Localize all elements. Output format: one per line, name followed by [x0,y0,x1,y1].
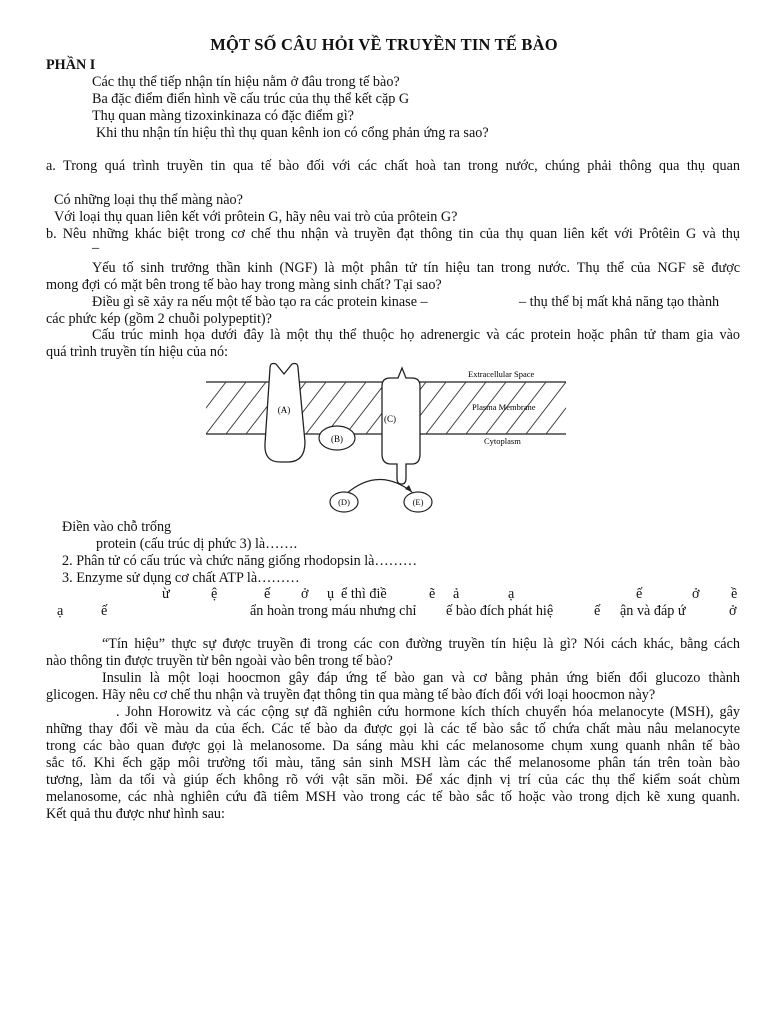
insulin-line-2: glicogen. Hãy nêu cơ chế thu nhận và truyền đạt thông tin qua màng tế bào đích đối với loại hoocmon này? [46,687,656,703]
kinase-line-1b: – thụ thể bị mất khả năng tạo thành [519,294,720,310]
garbled-fragment: ạ [508,586,515,602]
garbled-fragment: ả [453,586,460,602]
msh-line-2: những thay đổi về màu da của ếch. Các tế bào da được gọi là các tế bào sắc tố chứa chất màu nâu melanocyte [46,721,740,737]
garbled-fragment: ế [101,603,108,619]
insulin-line-1: Insulin là một loại hoocmon gây đáp ứng tế bào gan và cơ bằng phản ứng biến đổi glucozo thành [102,670,740,686]
kinase-line-1a: Điều gì sẽ xảy ra nếu một tế bào tạo ra các protein kinase – [92,294,428,310]
garbled-fragment: ể thì điề [341,586,387,602]
question-b-dash: – [92,240,100,256]
part1-question-3: Thụ quan màng tizoxinkinaza có đặc điểm gì? [92,108,354,124]
part1-question-4: Khi thu nhận tín hiệu thì thụ quan kênh ion có cổng phản ứng ra sao? [96,125,489,141]
structure-line-2: quá trình truyền tín hiệu của nó: [46,344,229,360]
garbled-fragment: ế [594,603,601,619]
fill-blank-2: 2. Phân tử có cấu trúc và chức năng giống rhodopsin là……… [62,553,418,569]
garbled-fragment: ệ [211,586,218,602]
msh-line-4: sắc tố. Khi ếch gặp môi trường tối màu, tăng sản sinh MSH làm các thể melanosome phân tán trên toàn bào [46,755,740,771]
structure-line-1: Cấu trúc minh họa dưới đây là một thụ thể thuộc họ adrenergic và các protein hoặc phân tử tham gia vào [92,327,740,343]
garbled-fragment: ẩn hoàn trong máu nhưng chỉ [250,603,417,619]
molecule-d-label: (D) [338,497,350,507]
msh-line-1: . John Horowitz và các cộng sự đã nghiên cứu hormone kích thích chuyển hóa melanocyte (MSH), gây [116,704,740,720]
part-label: PHẦN I [46,57,96,73]
garbled-fragment: ừ [162,586,170,602]
garbled-fragment: ề [731,586,738,602]
label-membrane: Plasma Membrane [472,402,536,412]
ngf-line-1: Yếu tố sinh trưởng thần kinh (NGF) là một phân tử tín hiệu tan trong nước. Thụ thể của NGF sẽ được [92,260,740,276]
page-title: MỘT SỐ CÂU HỎI VỀ TRUYỀN TIN TẾ BÀO [210,35,558,54]
garbled-fragment: ế [264,586,271,602]
garbled-fragment: ụ [327,586,335,602]
garbled-fragment: ẽ [429,586,436,602]
signal-line-1: “Tín hiệu” thực sự được truyền đi trong các con đường truyền tín hiệu là gì? Nói cách khác, bằng cách [102,636,740,652]
fill-blank-3: 3. Enzyme sử dụng cơ chất ATP là……… [62,570,300,586]
garbled-fragment: ở [301,586,309,602]
fill-blank-1: protein (cấu trúc dị phức 3) là……. [96,536,298,552]
garbled-fragment: ế [636,586,643,602]
ngf-line-2: mong đợi có mặt bên trong tế bào hay trong màng sinh chất? Tại sao? [46,277,442,293]
protein-c-shape [382,368,420,484]
garbled-fragment: ận và đáp ứ [620,603,686,619]
signal-line-2: nào thông tin được truyền từ bên ngoài vào bên trong tế bào? [46,653,393,669]
part1-question-1: Các thụ thể tiếp nhận tín hiệu nằm ở đâu trong tế bào? [92,74,400,90]
protein-c-label: (C) [384,414,396,424]
protein-a-label: (A) [277,405,291,415]
msh-line-5: tương, làm da tối và giúp ếch không rõ với vật săn mồi. Để xác định vị trí của các thụ thể kiểm soát chùm [46,772,740,788]
garbled-fragment: ạ [57,603,64,619]
question-b: b. Nêu những khác biệt trong cơ chế thu nhận và truyền đạt thông tin của thụ quan liên kết với Prôtêin G và thụ [46,226,740,242]
label-cytoplasm: Cytoplasm [484,436,521,446]
msh-line-3: trong các bào quan được gọi là melanosome. Da sáng màu khi các melanosome chụm xung quanh nhân tế bào [46,738,740,754]
protein-b-label: (B) [331,434,343,444]
question-a: a. Trong quá trình truyền tin qua tế bào đối với các chất hoà tan trong nước, chúng phải thông qua thụ quan [46,158,740,174]
garbled-fragment: ế bào đích phát hiệ [446,603,554,619]
msh-line-7: Kết quả thu được như hình sau: [46,806,225,822]
part1-question-2: Ba đặc điểm điển hình về cấu trúc của thụ thể kết cặp G [92,91,410,107]
adrenergic-receptor-diagram [206,358,566,520]
garbled-fragment: ở [692,586,700,602]
msh-line-6: melanosome, các nhà nghiên cứu đã tiêm MSH vào trong các tế bào sắc tố hoặc vào trong dịch kẽ xung quanh. [46,789,740,805]
label-extracellular: Extracellular Space [468,369,535,379]
fill-blank-title: Điền vào chỗ trống [62,519,172,535]
question-a-sub2: Với loại thụ quan liên kết với prôtein G, hãy nêu vai trò của prôtein G? [54,209,458,225]
molecule-e-label: (E) [412,497,424,507]
kinase-line-2: các phức kép (gồm 2 chuỗi polypeptit)? [46,311,272,327]
reaction-arrowhead [405,485,412,492]
garbled-fragment: ở [729,603,737,619]
question-a-sub1: Có những loại thụ thể màng nào? [54,192,243,208]
